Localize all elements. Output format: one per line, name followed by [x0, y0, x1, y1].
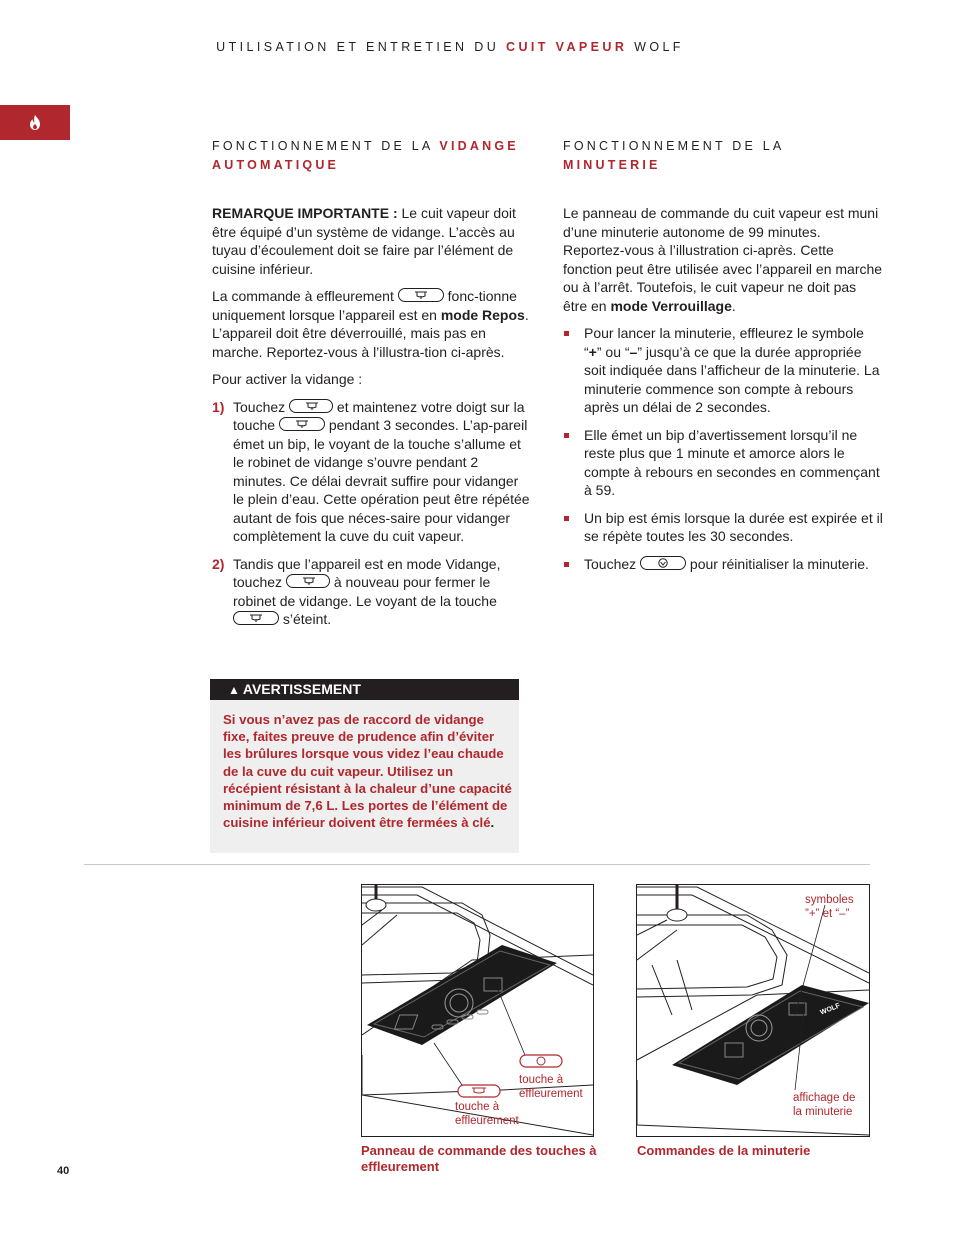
warning-triangle-icon: ▲ — [228, 683, 240, 697]
timer-bullet-1 — [563, 324, 883, 417]
wolf-logo: WOLF — [513, 998, 536, 1013]
callout-timer-key: touche à effleurement — [519, 1074, 583, 1100]
p1-bold: mode Verrouillage — [610, 297, 732, 314]
warning-text-b: . — [490, 815, 495, 831]
step2-b: à nouveau pour fermer le robinet de vidange. Le voyant de la touche — [233, 574, 497, 609]
timer-bullets — [563, 324, 883, 573]
left-body — [212, 204, 530, 638]
page-number: 40 — [57, 1165, 70, 1177]
b4-a: Touchez — [584, 555, 641, 572]
right-heading — [563, 137, 883, 175]
note-label: REMARQUE IMPORTANTE : — [212, 205, 398, 221]
b1-b: ” ou “ — [596, 343, 630, 360]
p1-b: . — [731, 297, 736, 314]
drain-key-icon — [398, 288, 444, 302]
p2-b: fonc-tionne uniquement lorsque l’appareil est en — [212, 288, 517, 323]
important-note — [212, 204, 530, 278]
b4-b: pour réinitialiser la minuterie. — [686, 555, 869, 572]
b3: Un bip est émis lorsque la durée est expirée et il se répète toutes les 30 secondes. — [584, 509, 883, 544]
callout-timer-display: affichage de la minuterie — [793, 1092, 856, 1118]
figure-timer — [636, 884, 870, 1137]
drain-intro: Pour activer la vidange : — [212, 371, 363, 387]
callout-plus-minus: symboles ”+” et “–” — [805, 894, 854, 920]
wolf-logo: WOLF — [819, 1002, 842, 1017]
right-heading-hl: MINUTERIE — [563, 158, 661, 172]
drain-steps — [212, 398, 530, 629]
left-heading-hl1: VIDANGE — [439, 139, 519, 153]
bullet-square-icon — [564, 331, 569, 336]
warning-text — [223, 711, 513, 831]
flame-icon — [28, 114, 42, 131]
horizontal-rule — [84, 864, 870, 865]
caption-touch-panel: Panneau de commande des touches à effleurement — [361, 1143, 597, 1174]
timer-bullet-4 — [563, 555, 883, 574]
caption-timer: Commandes de la minuterie — [637, 1143, 811, 1158]
header-post: WOLF — [634, 40, 684, 54]
figure-touch-panel — [361, 884, 594, 1137]
left-heading — [212, 137, 532, 175]
step1-b: et maintenez votre doigt sur la touche — [233, 398, 525, 433]
b1-minus: – — [629, 343, 638, 360]
header-pre: UTILISATION ET ENTRETIEN DU — [216, 40, 500, 54]
bullet-square-icon — [564, 433, 569, 438]
step-number: 2) — [212, 555, 225, 572]
p2-a: La commande à effleurement — [212, 288, 398, 304]
drain-step-1 — [212, 398, 530, 546]
step1-c: pendant 3 secondes. L’ap-pareil émet un bip, le voyant de la touche s’allume et le robinet de vidange s’ouvre pendant 2 minutes. Ce délai devrait suffire pour vidanger le plein d’eau. Cette opération peut être répétée autant de fois que néces-saire pour vidanger complètement la cuve du cuit vapeur. — [233, 417, 530, 544]
step1-a: Touchez — [233, 398, 290, 415]
b1-a: Pour lancer la minuterie, effleurez le symbole “ — [584, 325, 864, 360]
callout-drain-key: touche à effleurement — [455, 1101, 519, 1127]
right-heading-pre: FONCTIONNEMENT DE LA — [563, 139, 785, 153]
p1-a: Le panneau de commande du cuit vapeur est muni d’une minuterie autonome de 99 minutes. Reportez-vous à l’illustration ci-après. Cette fonction peut être utilisée avec l’appareil en marche ou à l’arrêt. Toutefois, le cuit vapeur ne doit pas être en — [563, 205, 883, 314]
warning-title: AVERTISSEMENT — [242, 681, 361, 697]
bullet-square-icon — [564, 562, 569, 567]
section-tab — [0, 105, 70, 140]
bullet-square-icon — [564, 516, 569, 521]
p2-c: . L’appareil doit être déverrouillé, mais pas en marche. Reportez-vous à l’illustra-tion ci-après. — [212, 306, 529, 360]
b1-c: ” jusqu’à ce que la durée appropriée soit indiquée dans l’afficheur de la minuterie. La minuterie commence son compte à rebours après un délai de 2 secondes. — [584, 343, 880, 415]
b1-plus: + — [588, 343, 597, 360]
drain-key-icon — [279, 417, 325, 431]
right-body — [563, 204, 883, 582]
drain-key-icon — [289, 399, 333, 413]
timer-intro — [563, 204, 883, 315]
step-number: 1) — [212, 398, 225, 415]
left-heading-hl2: AUTOMATIQUE — [212, 158, 340, 172]
warning-title-bar — [210, 679, 519, 700]
drain-key-icon — [233, 611, 279, 625]
timer-bullet-2 — [563, 426, 883, 500]
note-text: Le cuit vapeur doit être équipé d’un système de vidange. L’accès au tuyau d’écoulement doit se faire par l’élément de cuisine inférieur. — [212, 205, 516, 277]
warning-text-a: Si vous n’avez pas de raccord de vidange fixe, faites preuve de prudence afin d’éviter les brûlures lorsque vous videz l’eau chaude de la cuve du cuit vapeur. Utilisez un récépient résistant à la chaleur d’une capacité minimum de 7,6 L. Les portes de l’élément de cuisine inférieur doivent être fermées à clé — [223, 712, 512, 831]
drain-step-2 — [212, 555, 530, 629]
timer-bullet-3 — [563, 509, 883, 546]
step2-c: s’éteint. — [279, 611, 332, 627]
timer-key-icon — [640, 556, 686, 570]
p2-bold: mode Repos — [440, 306, 525, 323]
drain-paragraph — [212, 287, 530, 361]
step2-a: Tandis que l’appareil est en mode Vidange, touchez — [233, 555, 501, 590]
drain-key-icon — [286, 574, 330, 588]
running-header — [0, 40, 900, 54]
warning-box — [210, 700, 519, 853]
b2: Elle émet un bip d’avertissement lorsqu’il ne reste plus que 1 minute et amorce alors le compte à rebours en secondes en commençant à 59. — [584, 426, 880, 498]
header-highlight: CUIT VAPEUR — [506, 40, 628, 54]
left-heading-pre: FONCTIONNEMENT DE LA — [212, 139, 433, 153]
